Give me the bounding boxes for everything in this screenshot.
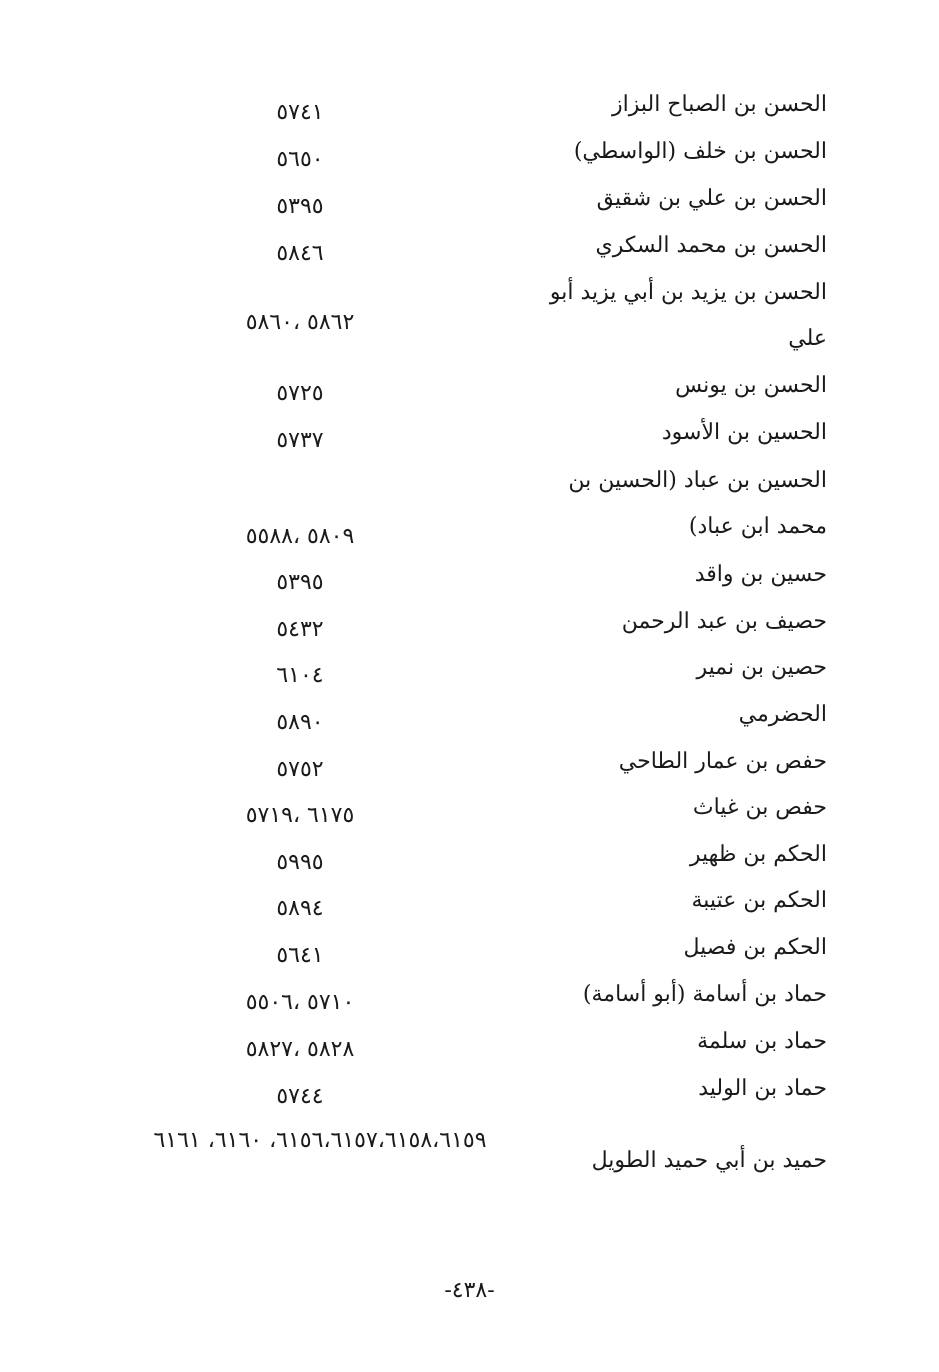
index-entry <box>0 1019 939 1065</box>
index-entry <box>0 223 939 269</box>
index-entry <box>0 972 939 1018</box>
index-entry <box>0 925 939 971</box>
hadith-refs: ٦١٧٥ ،٥٧١٩ <box>245 803 355 828</box>
hadith-refs: ٥٦٤١ <box>276 943 324 968</box>
hadith-refs: ٥٨٠٩ ،٥٥٨٨ <box>245 524 355 549</box>
page-number: -٤٣٨- <box>444 1278 495 1303</box>
narrator-name: حماد بن أسامة (أبو أسامة) <box>582 982 827 1007</box>
index-entry <box>0 599 939 645</box>
index-entry <box>0 785 939 831</box>
hadith-refs: ٥٨٦٢ ،٥٨٦٠ <box>245 310 355 335</box>
hadith-refs: ٥٧٥٢ <box>276 757 324 782</box>
narrator-name: الحضرمي <box>738 702 827 727</box>
index-entry <box>0 645 939 691</box>
hadith-refs: ٥٣٩٥ <box>276 570 324 595</box>
index-entry <box>0 176 939 222</box>
hadith-refs: ٥٣٩٥ <box>276 194 324 219</box>
hadith-refs: ٥٧٢٥ <box>276 381 324 406</box>
hadith-refs: ٥٦٥٠ <box>276 147 324 172</box>
index-entry <box>0 878 939 924</box>
hadith-refs: ٥٧٤١ <box>276 100 324 125</box>
index-entry <box>0 552 939 598</box>
narrator-name: الحسين بن عباد (الحسين بن محمد ابن عباد) <box>568 468 827 539</box>
index-entry <box>0 692 939 738</box>
index-entry <box>0 739 939 785</box>
narrator-name: الحسن بن يونس <box>675 373 827 398</box>
narrator-name: الحكم بن ظهير <box>689 842 827 867</box>
index-entry <box>0 832 939 878</box>
index-entry <box>0 82 939 128</box>
index-entry <box>0 129 939 175</box>
hadith-refs: ٥٧١٠ ،٥٥٠٦ <box>245 990 355 1015</box>
hadith-refs: ٦١٥٦،٦١٥٧،٦١٥٨،٦١٥٩، ٦١٦٠، ٦١٦١ <box>153 1128 487 1153</box>
hadith-refs: ٥٨٤٦ <box>276 241 324 266</box>
narrator-name: حفص بن عمار الطاحي <box>618 749 827 774</box>
narrator-name: الحسن بن خلف (الواسطي) <box>573 139 827 164</box>
narrator-name: حصين بن نمير <box>696 655 827 680</box>
hadith-refs: ٥٧٣٧ <box>276 428 324 453</box>
narrator-name: حسين بن واقد <box>694 562 827 587</box>
narrator-name: الحسين بن الأسود <box>661 420 827 445</box>
hadith-refs: ٥٤٣٢ <box>276 617 324 642</box>
hadith-refs: ٥٨٩٤ <box>276 896 324 921</box>
index-entry <box>0 1066 939 1112</box>
narrator-name: الحسن بن يزيد بن أبي يزيد أبو علي <box>549 280 827 351</box>
narrator-name: حفص بن غياث <box>692 795 827 820</box>
index-entry <box>0 363 939 409</box>
hadith-refs: ٥٧٤٤ <box>276 1084 324 1109</box>
narrator-name: الحسن بن علي بن شقيق <box>596 186 827 211</box>
hadith-refs: ٥٨٢٨ ،٥٨٢٧ <box>245 1037 355 1062</box>
index-entry <box>0 458 939 550</box>
hadith-refs: ٥٩٩٥ <box>276 850 324 875</box>
narrator-name: الحسن بن محمد السكري <box>595 233 827 258</box>
narrator-name: حماد بن سلمة <box>697 1029 827 1054</box>
hadith-refs: ٥٨٩٠ <box>276 710 324 735</box>
narrator-name: الحكم بن فصيل <box>683 935 827 960</box>
narrator-name: حصيف بن عبد الرحمن <box>621 609 827 634</box>
hadith-refs: ٦١٠٤ <box>276 663 324 688</box>
narrator-name: الحسن بن الصباح البزاز <box>611 92 827 117</box>
narrator-name: حماد بن الوليد <box>698 1076 827 1101</box>
narrator-name: الحكم بن عتيبة <box>691 888 827 913</box>
index-entry <box>0 270 939 362</box>
index-entry <box>0 410 939 456</box>
index-entry <box>0 1118 939 1210</box>
narrator-name: حميد بن أبي حميد الطويل <box>591 1148 827 1173</box>
